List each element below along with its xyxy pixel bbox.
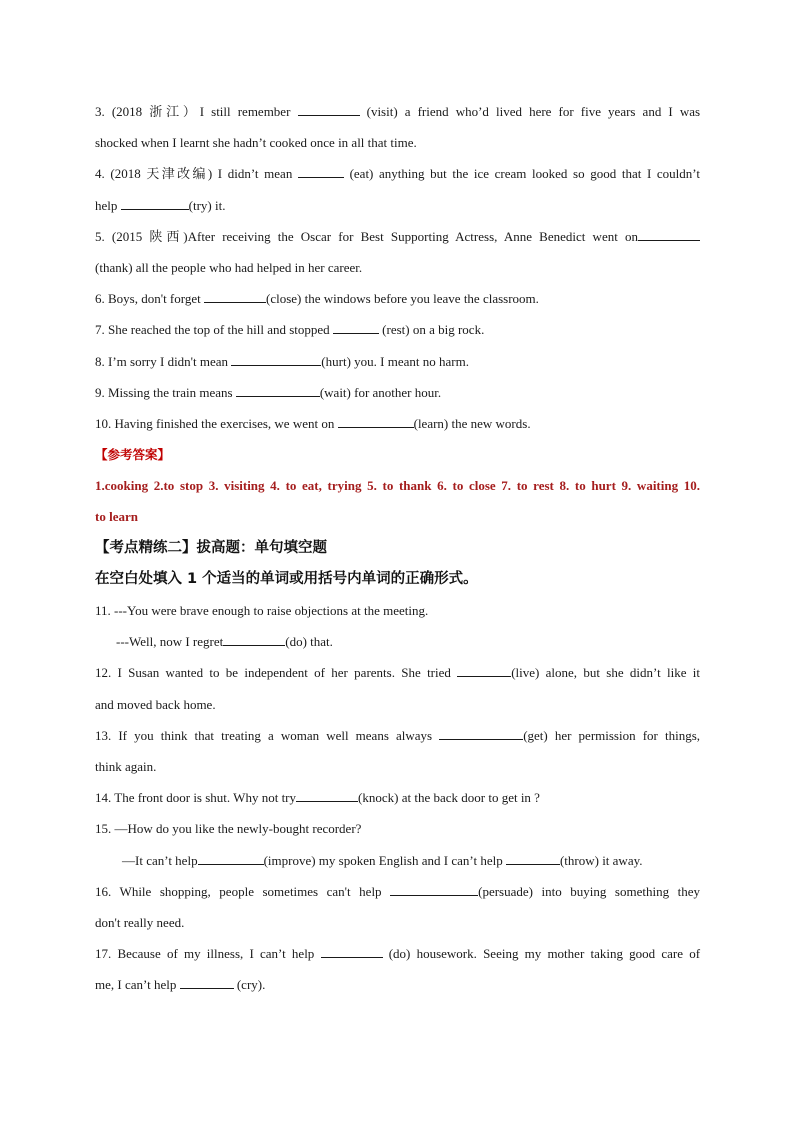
answer-blank[interactable] <box>231 353 321 366</box>
question-9: 9. Missing the train means (wait) for another hour. <box>95 384 442 400</box>
question-13-line-1: 13. If you think that treating a woman well means always (get) her permission for things, <box>95 727 700 743</box>
question-10: 10. Having finished the exercises, we went on (learn) the new words. <box>95 415 531 431</box>
answer-blank[interactable] <box>204 290 266 303</box>
answer-blank[interactable] <box>439 727 523 740</box>
question-16-line-1: 16. While shopping, people sometimes can't help (persuade) into buying something they <box>95 883 700 899</box>
answer-key-heading: 【参考答案】 <box>95 447 171 463</box>
question-6: 6. Boys, don't forget (close) the windows before you leave the classroom. <box>95 291 539 307</box>
question-4-line-2: help (try) it. <box>95 197 226 213</box>
answer-key-line-2: to learn <box>95 509 138 525</box>
answer-blank[interactable] <box>338 415 414 428</box>
question-11-line-1: 11. ---You were brave enough to raise objections at the meeting. <box>95 603 429 618</box>
answer-blank[interactable] <box>457 664 511 677</box>
question-3-line-1: 3. (2018 浙江）I still remember (visit) a friend who’d lived here for five years and I was <box>95 104 701 119</box>
answer-blank[interactable] <box>638 228 700 241</box>
answer-blank[interactable] <box>121 197 189 210</box>
answer-blank[interactable] <box>296 789 358 802</box>
question-14: 14. The front door is shut. Why not try (knock) at the back door to get in ? <box>95 790 540 806</box>
answer-blank[interactable] <box>390 883 478 896</box>
answer-blank[interactable] <box>180 976 234 989</box>
question-16-line-2: don't really need. <box>95 914 185 930</box>
question-5-line-1: 5. (2015 陕西)After receiving the Oscar for Best Supporting Actress, Anne Benedict went on <box>95 221 700 252</box>
question-13-line-2: think again. <box>95 758 157 774</box>
question-12-line-1: 12. I Susan wanted to be independent of her parents. She tried (live) alone, but she didn’t like it <box>95 665 701 681</box>
answer-blank[interactable] <box>506 852 560 865</box>
answer-blank[interactable] <box>298 103 360 116</box>
question-17-line-2: me, I can’t help (cry). <box>95 977 266 993</box>
question-11-line-2: ---Well, now I regret (do) that. <box>116 634 333 650</box>
question-15-line-2: —It can’t help (improve) my spoken English and I can’t help (throw) it away. <box>122 852 643 868</box>
worksheet-page <box>95 96 700 1000</box>
question-3-line-2: shocked when I learnt she hadn’t cooked once in all that time. <box>95 135 417 151</box>
answer-blank[interactable] <box>198 852 264 865</box>
answer-blank[interactable] <box>223 633 285 646</box>
answer-blank[interactable] <box>298 165 344 178</box>
section-title: 【考点精练二】拔高题：单句填空题 <box>95 539 327 556</box>
question-17-line-1: 17. Because of my illness, I can’t help (do) housework. Seeing my mother taking good care of <box>95 946 701 962</box>
question-12-line-2: and moved back home. <box>95 696 216 712</box>
section-instruction: 在空白处填入 1 个适当的单词或用括号内单词的正确形式。 <box>95 570 478 587</box>
answer-key-line-1: 1.cooking 2.to stop 3. visiting 4. to eat, trying 5. to thank 6. to close 7. to rest 8. to hurt 9. waiting 10. <box>95 478 700 494</box>
answer-blank[interactable] <box>333 321 379 334</box>
question-8: 8. I’m sorry I didn't mean (hurt) you. I meant no harm. <box>95 353 469 369</box>
question-5-line-2: (thank) all the people who had helped in her career. <box>95 259 363 275</box>
question-7: 7. She reached the top of the hill and stopped (rest) on a big rock. <box>95 322 485 338</box>
answer-blank[interactable] <box>321 945 383 958</box>
answer-blank[interactable] <box>236 384 320 397</box>
question-4-line-1: 4. (2018 天津改编) I didn’t mean (eat) anything but the ice cream looked so good that I couldn’t <box>95 166 700 182</box>
question-15-line-1: 15. —How do you like the newly-bought recorder? <box>95 821 362 837</box>
